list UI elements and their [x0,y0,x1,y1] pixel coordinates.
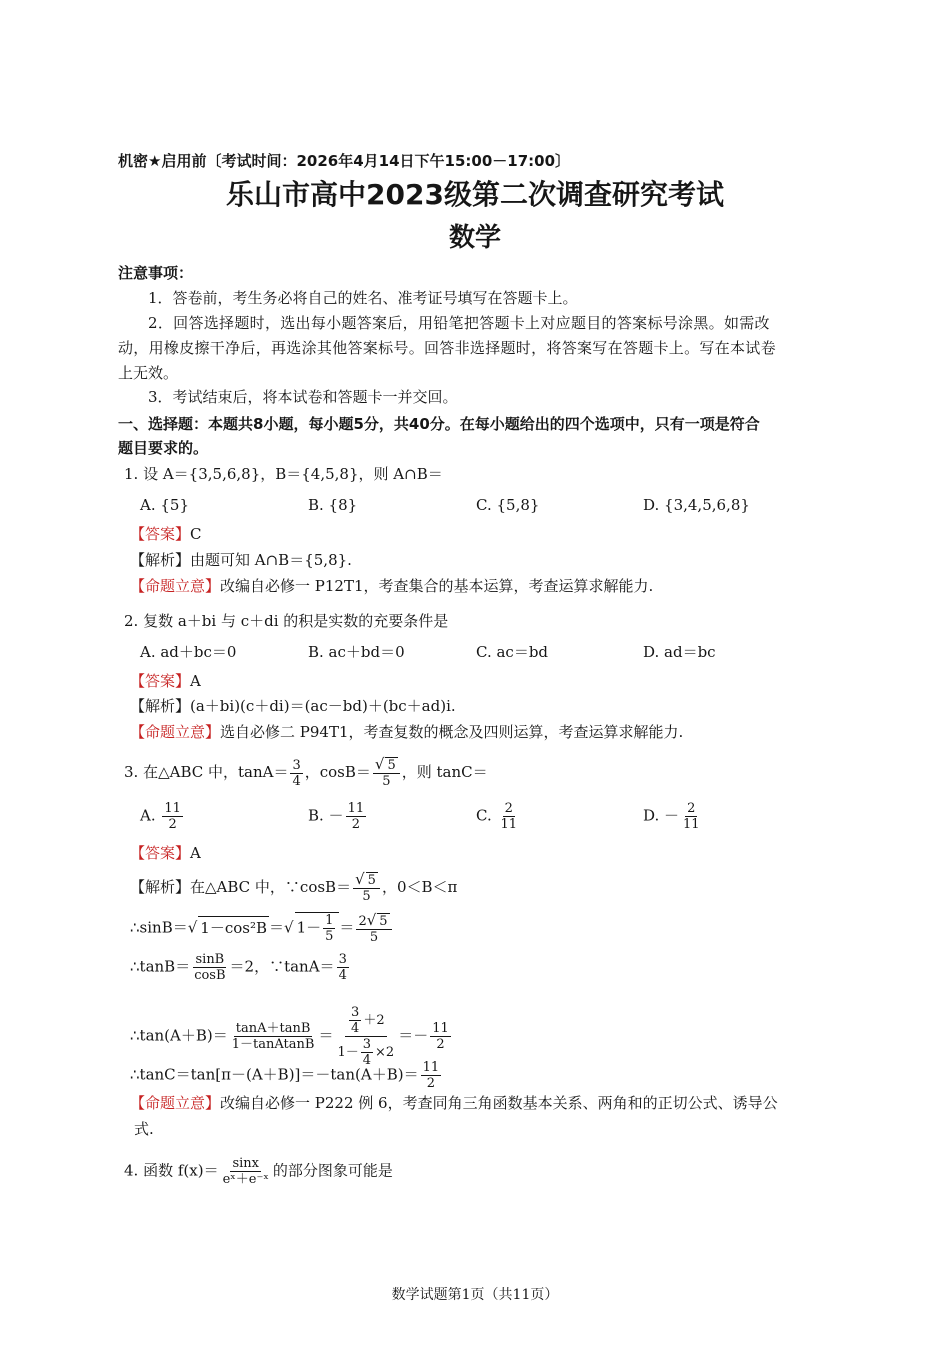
q3-step-1: 【解析】在△ABC 中，∵cosB＝ $\frac{√ 5}{5}$ ，0＜B＜π [130,870,458,904]
notice-item-2-line1: 2．回答选择题时，选出每小题答案后，用铅笔把答题卡上对应题目的答案标号涂黑。如需改 [148,314,770,332]
q3-answer-value: A [190,844,201,862]
notice-item-2-line2: 动，用橡皮擦干净后，再选涂其他答案标号。回答非选择题时，将答案写在答题卡上。写在本试卷 [118,339,776,357]
notice-heading: 注意事项： [118,264,194,282]
notice-item-2-line3: 上无效。 [118,364,179,382]
q2-intent-text: 选自必修二 P94T1，考查复数的概念及四则运算，考查运算求解能力. [220,723,684,741]
page-footer: 数学试题第1页（共11页） [391,1287,559,1303]
exam-title: 乐山市高中2023级第二次调查研究考试 [226,178,724,211]
q3-option-d: D. － $\frac{2}{11}$ [643,801,700,832]
q3-answer [130,842,201,864]
q3-stem-part-b: ，cosB＝ [304,763,371,781]
q2-option-a: A. ad＋bc＝0 [140,643,237,661]
q3-option-b: B. － $\frac{11}{2}$ [308,801,365,832]
q3-stem [124,757,488,789]
answer-tag: 【答案】 [130,844,191,862]
q1-intent-text: 改编自必修一 P12T1，考查集合的基本运算，考查运算求解能力. [220,577,654,595]
q1-intent [130,575,653,597]
confidential-line: 机密★启用前〔考试时间：2026年4月14日下午15:00－17:00〕 [118,152,571,170]
q2-option-d: D. ad＝bc [643,643,716,661]
q1-answer-value: C [190,525,202,543]
answer-tag: 【答案】 [130,525,191,543]
q3-intent [130,1092,778,1114]
q3-stem-part-c: ，则 tanC＝ [401,763,488,781]
q2-option-c: C. ac＝bd [476,643,549,661]
analysis-tag: 【解析】 [130,697,191,715]
q2-option-b: B. ac＋bd＝0 [308,643,405,661]
answer-tag: 【答案】 [130,672,191,690]
fraction-root5-5: $\frac{√ 5}{5}$ [373,757,400,789]
q3-step-5: ∴tanC＝tan[π－(A＋B)]＝－tan(A＋B)＝ $\frac{11}{2}$ [130,1060,440,1091]
q3-step-4: ∴tan(A＋B)＝ $\frac{\tan A+\tan B}{\text{1－tanAtanB}}$ ＝ $\frac{3}{4}$ ＋2 1－ $\frac{3}{4}$ ×2 ＝－ $\frac{11}{2}$ [130,1005,449,1068]
q1-option-a: A. {5} [140,496,189,514]
q1-answer [130,523,202,545]
subject-title: 数学 [448,223,501,253]
analysis-tag: 【解析】 [130,551,191,569]
q3-stem-part-a: 3. 在△ABC 中，tanA＝ [124,763,289,781]
q3-step-3: ∴tanB＝ $\frac{\sin B}{\cos B}$ ＝2，∵tanA＝ $\frac{3}{4}$ [130,952,347,983]
q3-option-a: A. $\frac{11}{2}$ [140,801,181,832]
q3-intent-line2: 式. [134,1120,154,1138]
notice-item-3: 3．考试结束后，将本试卷和答题卡一并交回。 [148,388,458,406]
q1-option-b: B. {8} [308,496,358,514]
q4-stem: 4. 函数 f(x)＝ $\frac{\sin x}{\text{eˣ＋e⁻ˣ}}$ 的部分图象可能是 [124,1156,393,1187]
q1-option-c: C. {5,8} [476,496,540,514]
section-heading-line2: 题目要求的。 [118,439,209,457]
intent-tag: 【命题立意】 [130,1094,221,1112]
q1-analysis [130,549,352,571]
q2-intent [130,721,683,743]
q2-answer [130,670,201,692]
q2-analysis-text: (a＋bi)(c＋di)＝(ac－bd)＋(bc＋ad)i. [190,697,456,715]
analysis-tag: 【解析】 [130,878,191,896]
fraction-3-4: $\frac{3}{4}$ [292,757,301,789]
q3-step-2: ∴sinB＝√ 1－cos²B ＝√ 1－ $\frac{1}{5}$ ＝ $\frac{2√ 5}{5}$ [130,912,394,945]
q3-option-c: C. $\frac{2}{11}$ [476,801,518,832]
intent-tag: 【命题立意】 [130,577,221,595]
q2-stem: 2. 复数 a＋bi 与 c＋di 的积是实数的充要条件是 [124,612,449,630]
notice-item-1: 1．答卷前，考生务必将自己的姓名、准考证号填写在答题卡上。 [148,289,578,307]
q3-intent-text: 改编自必修一 P222 例 6，考查同角三角函数基本关系、两角和的正切公式、诱导公 [220,1094,778,1112]
q2-analysis [130,695,456,717]
q1-option-d: D. {3,4,5,6,8} [643,496,750,514]
q1-analysis-text: 由题可知 A∩B＝{5,8}. [190,551,352,569]
intent-tag: 【命题立意】 [130,723,221,741]
section-heading-line1: 一、选择题：本题共8小题，每小题5分，共40分。在每小题给出的四个选项中，只有一项是符合 [118,415,760,433]
q2-answer-value: A [190,672,201,690]
q1-stem: 1. 设 A＝{3,5,6,8}，B＝{4,5,8}，则 A∩B＝ [124,465,443,483]
